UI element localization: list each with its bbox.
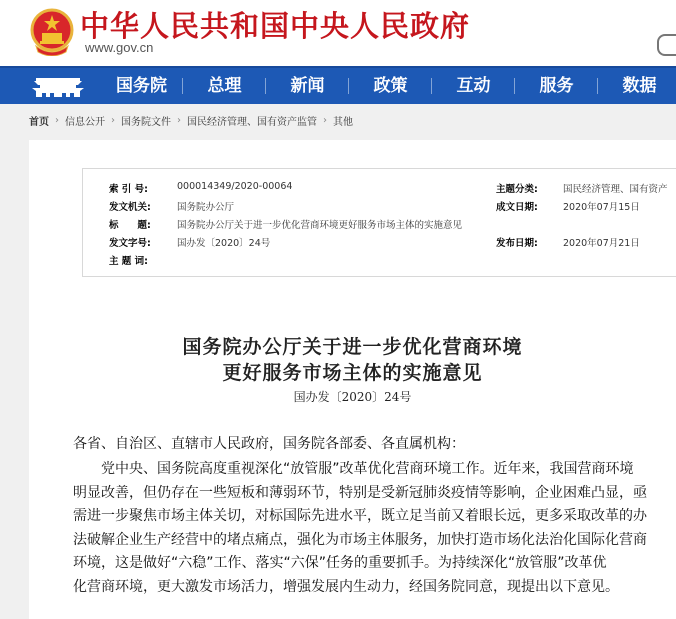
breadcrumb-info-public[interactable]: 信息公开 bbox=[65, 116, 105, 128]
paragraph-line: 党中央、国务院高度重视深化“放管服”改革优化营商环境工作。近年来，我国营商环境 bbox=[73, 461, 634, 477]
paragraph-line: 环境，这是做好“六稳”工作、落实“六保”任务的重要抓手。为持续深化“放管服”改革优 bbox=[73, 555, 607, 571]
document-salutation bbox=[73, 433, 673, 457]
meta-doc-no-value: 国办发〔2020〕24号 bbox=[177, 238, 271, 249]
document-title-line-1: 国务院办公厅关于进一步优化营商环境 bbox=[182, 336, 523, 358]
nav-item-services[interactable]: 服务 bbox=[515, 68, 598, 104]
paragraph-line: 需进一步聚焦市场主体关切，对标国际先进水平，既立足当前又着眼长远，更多采取改革的办 bbox=[73, 508, 647, 524]
site-header bbox=[0, 0, 676, 66]
breadcrumb-other[interactable]: 其他 bbox=[333, 116, 353, 128]
meta-topic-value[interactable]: 国民经济管理、国有资产 bbox=[563, 184, 668, 195]
meta-issuer-label: 发文机关: bbox=[109, 202, 151, 213]
document-metadata-box bbox=[82, 168, 676, 277]
meta-doc-no-label: 发文字号: bbox=[109, 238, 151, 249]
meta-title-value: 国务院办公厅关于进一步优化营商环境更好服务市场主体的实施意见 bbox=[177, 220, 463, 231]
paragraph-line: 化营商环境，更大激发市场活力，增强发展内生动力，经国务院同意，现提出以下意见。 bbox=[73, 578, 619, 595]
breadcrumb bbox=[29, 112, 353, 128]
breadcrumb-home[interactable]: 首页 bbox=[29, 116, 49, 128]
breadcrumb-separator-icon: › bbox=[323, 114, 327, 126]
tiananmen-logo-icon[interactable] bbox=[30, 72, 86, 100]
nav-item-data[interactable]: 数据 bbox=[622, 76, 657, 96]
site-url[interactable]: www.gov.cn bbox=[85, 40, 154, 55]
breadcrumb-economy[interactable]: 国民经济管理、国有资产监管 bbox=[187, 116, 317, 128]
article-card bbox=[29, 140, 676, 619]
breadcrumb-separator-icon: › bbox=[55, 114, 59, 126]
paragraph-line: 明显改善，但仍存在一些短板和薄弱环节，特别是受新冠肺炎疫情等影响，企业困难凸显，亟 bbox=[73, 484, 647, 501]
main-nav bbox=[0, 66, 676, 104]
nav-items bbox=[100, 68, 676, 104]
nav-item-policy[interactable]: 政策 bbox=[349, 68, 432, 104]
nav-item-news[interactable]: 新闻 bbox=[266, 68, 349, 104]
document-paragraph bbox=[73, 458, 673, 599]
meta-topic-label: 主题分类: bbox=[496, 184, 538, 195]
meta-publish-value: 2020年07月21日 bbox=[563, 238, 640, 249]
meta-keywords-label: 主 题 词: bbox=[109, 256, 148, 267]
nav-item-state-council[interactable]: 国务院 bbox=[100, 68, 183, 104]
site-title[interactable]: 中华人民共和国中央人民政府 bbox=[80, 9, 471, 43]
breadcrumb-separator-icon: › bbox=[111, 114, 115, 126]
meta-index-value: 000014349/2020-00064 bbox=[177, 181, 293, 192]
national-emblem-icon[interactable] bbox=[30, 8, 74, 56]
nav-item-premier[interactable]: 总理 bbox=[183, 68, 266, 104]
meta-index-label: 索 引 号: bbox=[109, 184, 148, 195]
mobile-icon[interactable] bbox=[657, 34, 676, 56]
nav-item-interaction[interactable]: 互动 bbox=[432, 68, 515, 104]
document-number: 国办发〔2020〕24号 bbox=[293, 390, 412, 404]
meta-date-written-value: 2020年07月15日 bbox=[563, 202, 640, 213]
document-title-line-2: 更好服务市场主体的实施意见 bbox=[222, 362, 483, 384]
meta-title-label: 标 题: bbox=[109, 220, 151, 231]
meta-date-written-label: 成文日期: bbox=[496, 202, 538, 213]
breadcrumb-separator-icon: › bbox=[177, 114, 181, 126]
paragraph-line: 法破解企业生产经营中的堵点痛点，强化为市场主体服务，加快打造市场化法治化国际化营商 bbox=[73, 531, 647, 548]
salutation-text: 各省、自治区、直辖市人民政府，国务院各部委、各直属机构： bbox=[73, 436, 465, 452]
meta-issuer-value: 国务院办公厅 bbox=[177, 202, 235, 213]
meta-publish-label: 发布日期: bbox=[496, 238, 538, 249]
breadcrumb-state-council-docs[interactable]: 国务院文件 bbox=[121, 116, 171, 128]
